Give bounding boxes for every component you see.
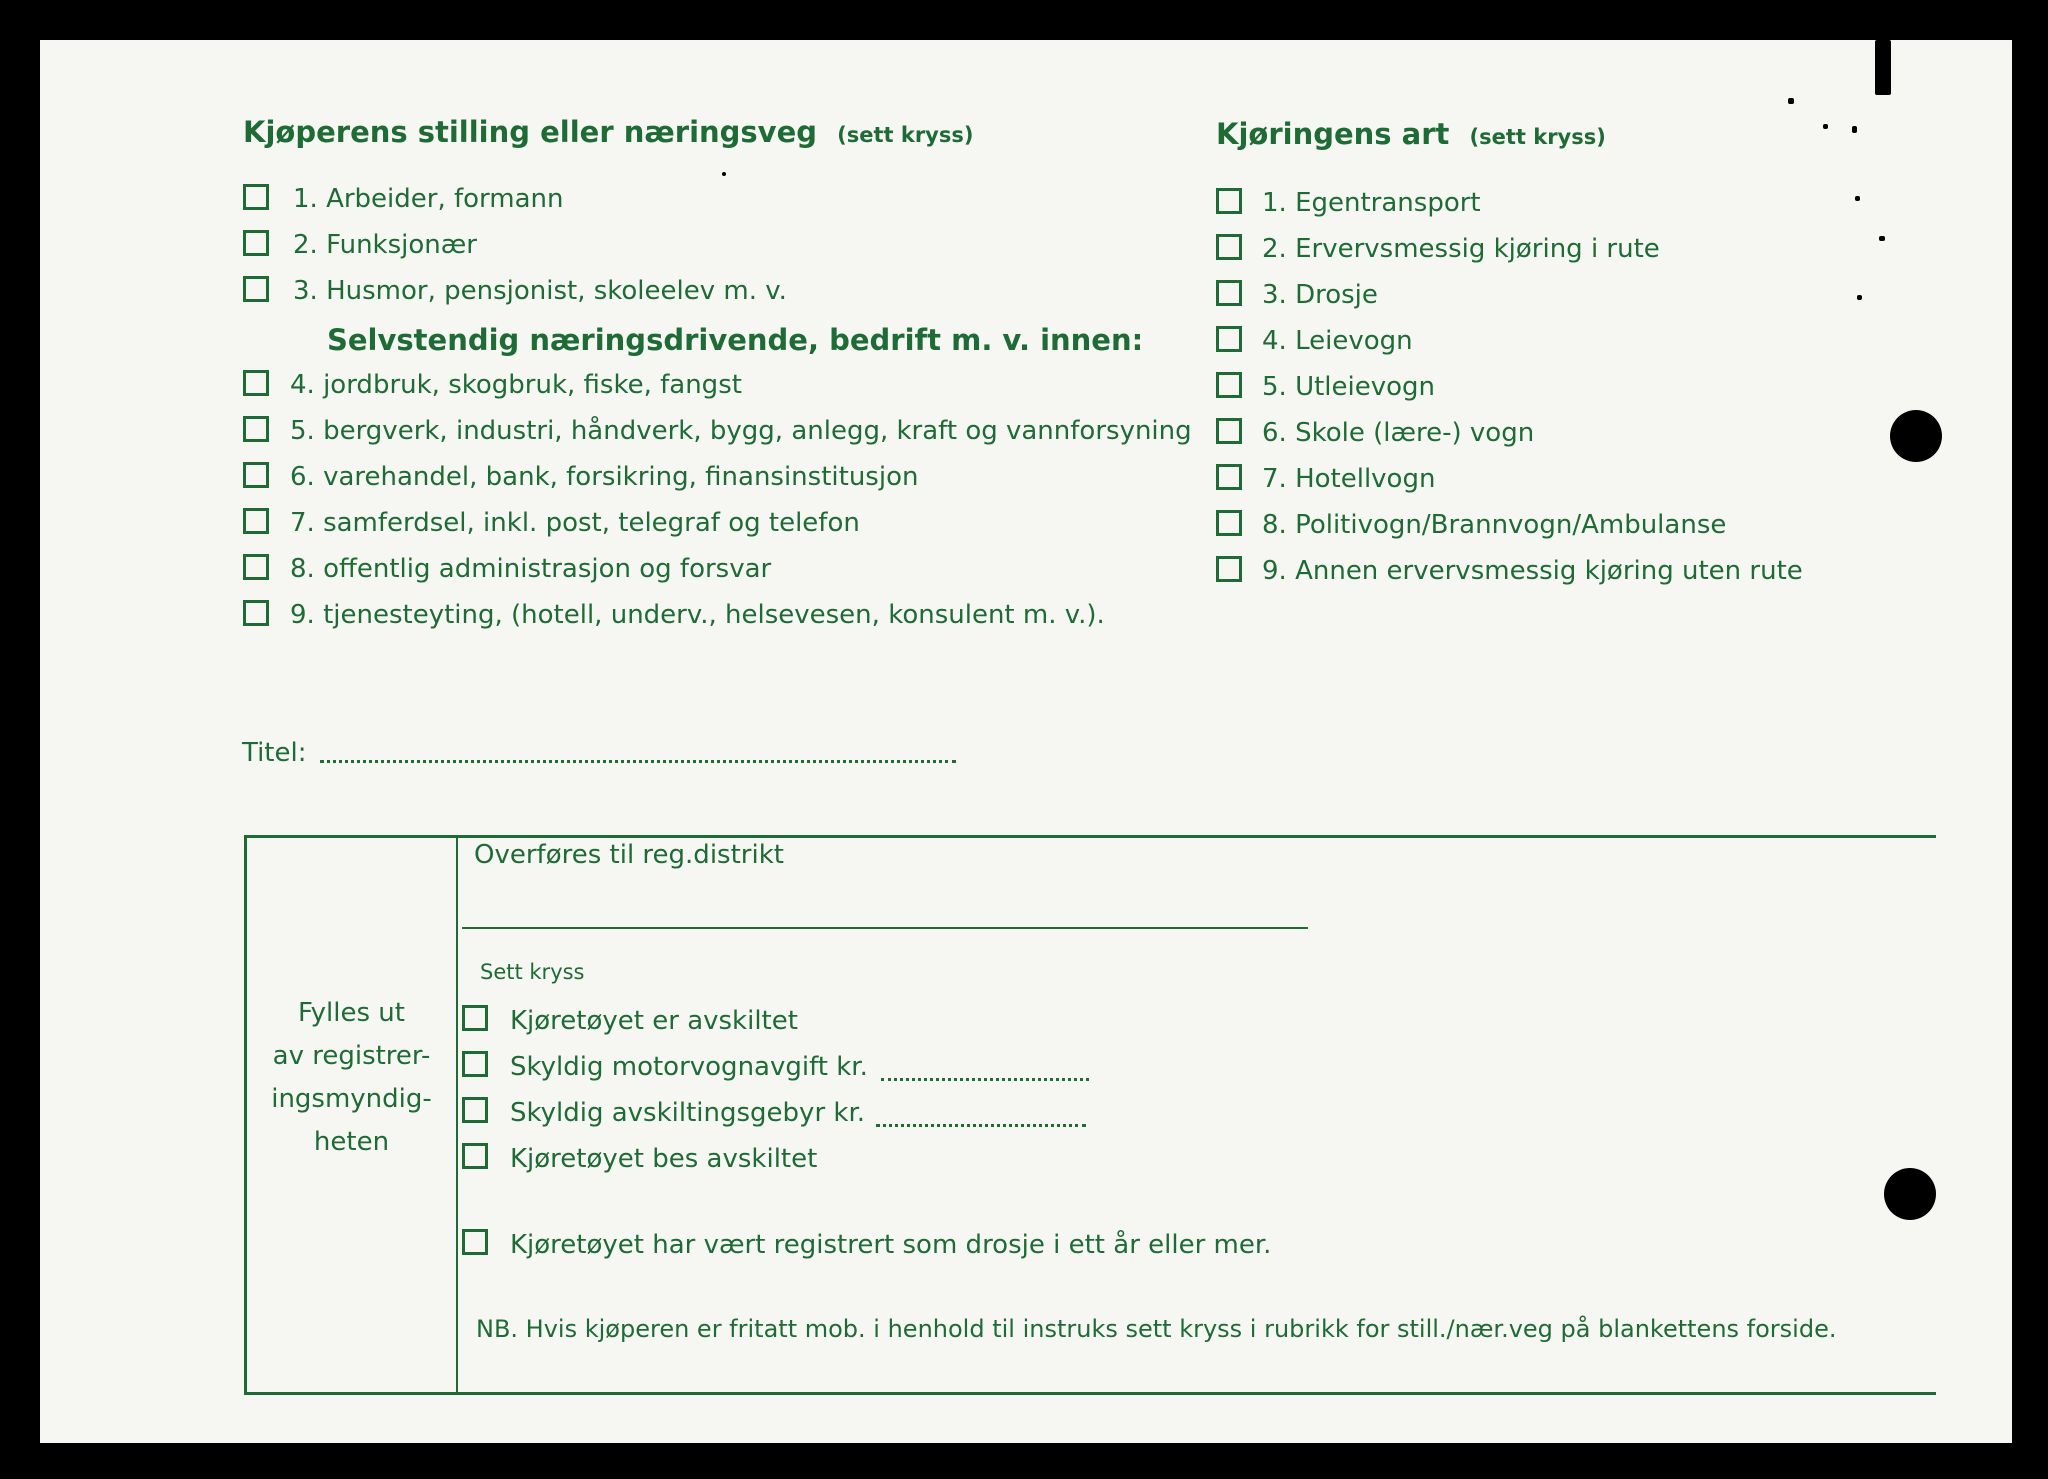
industry-label-7: 7. samferdsel, inkl. post, telegraf og telefon <box>290 508 860 538</box>
left-heading <box>243 115 974 149</box>
speck <box>1879 236 1885 241</box>
request-deregistration-label: Kjøretøyet bes avskiltet <box>510 1144 818 1174</box>
checkbox-taxi-registered[interactable] <box>462 1229 488 1255</box>
nb-note: NB. Hvis kjøperen er fritatt mob. i henhold til instruks sett kryss i rubrikk for still./nær.veg på blankettens forside. <box>476 1315 1837 1343</box>
right-heading-note: (sett kryss) <box>1469 125 1606 149</box>
driving-label-3: 3. Drosje <box>1262 280 1378 310</box>
checkbox-industry-7[interactable] <box>243 508 269 534</box>
driving-label-1: 1. Egentransport <box>1262 188 1481 218</box>
occupation-label-3: 3. Husmor, pensjonist, skoleelev m. v. <box>293 276 787 306</box>
motor-tax-label: Skyldig motorvognavgift kr. <box>510 1052 868 1082</box>
checkbox-industry-9[interactable] <box>243 600 269 626</box>
checkbox-motor-tax[interactable] <box>462 1051 488 1077</box>
checkbox-occupation-2[interactable] <box>243 230 269 256</box>
edge-mark <box>1875 40 1891 95</box>
driving-label-2: 2. Ervervsmessig kjøring i rute <box>1262 234 1660 264</box>
side-label-line-2: av registrer- <box>272 1041 431 1071</box>
speck <box>722 172 726 176</box>
motor-tax-amount-line[interactable] <box>881 1078 1089 1081</box>
industry-label-9: 9. tjenesteyting, (hotell, underv., helsevesen, konsulent m. v.). <box>290 600 1105 630</box>
left-heading-text: Kjøperens stilling eller næringsveg <box>243 115 818 149</box>
deregistration-fee-label: Skyldig avskiltingsgebyr kr. <box>510 1098 866 1128</box>
check-note: Sett kryss <box>480 960 585 984</box>
transfer-label: Overføres til reg.distrikt <box>474 840 784 870</box>
registry-box-divider <box>456 835 458 1395</box>
transfer-input-line[interactable] <box>462 927 1308 929</box>
side-label-line-4: heten <box>313 1127 390 1157</box>
checkbox-driving-4[interactable] <box>1216 326 1242 352</box>
right-heading <box>1216 117 1606 151</box>
speck <box>1788 98 1794 104</box>
title-label: Titel: <box>242 738 307 768</box>
punch-hole-top <box>1890 410 1942 462</box>
checkbox-occupation-1[interactable] <box>243 184 269 210</box>
driving-label-9: 9. Annen ervervsmessig kjøring uten rute <box>1262 556 1803 586</box>
title-input-line[interactable] <box>320 760 956 763</box>
checkbox-driving-2[interactable] <box>1216 234 1242 260</box>
checkbox-driving-7[interactable] <box>1216 464 1242 490</box>
checkbox-driving-5[interactable] <box>1216 372 1242 398</box>
registry-box-bottom-border <box>244 1392 1936 1395</box>
occupation-label-2: 2. Funksjonær <box>293 230 477 260</box>
checkbox-driving-3[interactable] <box>1216 280 1242 306</box>
speck <box>1855 196 1860 201</box>
checkbox-industry-6[interactable] <box>243 462 269 488</box>
checkbox-deregistered[interactable] <box>462 1005 488 1031</box>
checkbox-driving-9[interactable] <box>1216 556 1242 582</box>
registry-side-label <box>247 1000 456 1155</box>
checkbox-driving-6[interactable] <box>1216 418 1242 444</box>
industry-label-8: 8. offentlig administrasjon og forsvar <box>290 554 772 584</box>
side-label-line-3: ingsmyndig- <box>271 1084 432 1114</box>
industry-label-4: 4. jordbruk, skogbruk, fiske, fangst <box>290 370 742 400</box>
side-label-line-1: Fylles ut <box>298 998 405 1028</box>
checkbox-industry-5[interactable] <box>243 416 269 442</box>
right-heading-text: Kjøringens art <box>1216 117 1450 151</box>
occupation-label-1: 1. Arbeider, formann <box>293 184 564 214</box>
driving-label-7: 7. Hotellvogn <box>1262 464 1436 494</box>
speck <box>1852 126 1857 133</box>
checkbox-industry-8[interactable] <box>243 554 269 580</box>
checkbox-request-deregistration[interactable] <box>462 1143 488 1169</box>
punch-hole-bottom <box>1884 1168 1936 1220</box>
registry-box-top-border <box>244 835 1936 838</box>
industry-label-6: 6. varehandel, bank, forsikring, finansinstitusjon <box>290 462 919 492</box>
deregistered-label: Kjøretøyet er avskiltet <box>510 1006 798 1036</box>
checkbox-driving-8[interactable] <box>1216 510 1242 536</box>
checkbox-driving-1[interactable] <box>1216 188 1242 214</box>
deregistration-fee-amount-line[interactable] <box>876 1124 1086 1127</box>
speck <box>1823 124 1828 129</box>
driving-label-6: 6. Skole (lære-) vogn <box>1262 418 1535 448</box>
taxi-registered-label: Kjøretøyet har vært registrert som drosje i ett år eller mer. <box>510 1230 1272 1260</box>
form-sheet <box>40 40 2012 1443</box>
speck <box>1857 295 1862 300</box>
checkbox-occupation-3[interactable] <box>243 276 269 302</box>
industry-label-5: 5. bergverk, industri, håndverk, bygg, anlegg, kraft og vannforsyning <box>290 416 1192 446</box>
checkbox-deregistration-fee[interactable] <box>462 1097 488 1123</box>
checkbox-industry-4[interactable] <box>243 370 269 396</box>
self-employed-subheading: Selvstendig næringsdrivende, bedrift m. v. innen: <box>327 323 1144 357</box>
driving-label-8: 8. Politivogn/Brannvogn/Ambulanse <box>1262 510 1727 540</box>
driving-label-5: 5. Utleievogn <box>1262 372 1436 402</box>
driving-label-4: 4. Leievogn <box>1262 326 1413 356</box>
left-heading-note: (sett kryss) <box>837 123 974 147</box>
